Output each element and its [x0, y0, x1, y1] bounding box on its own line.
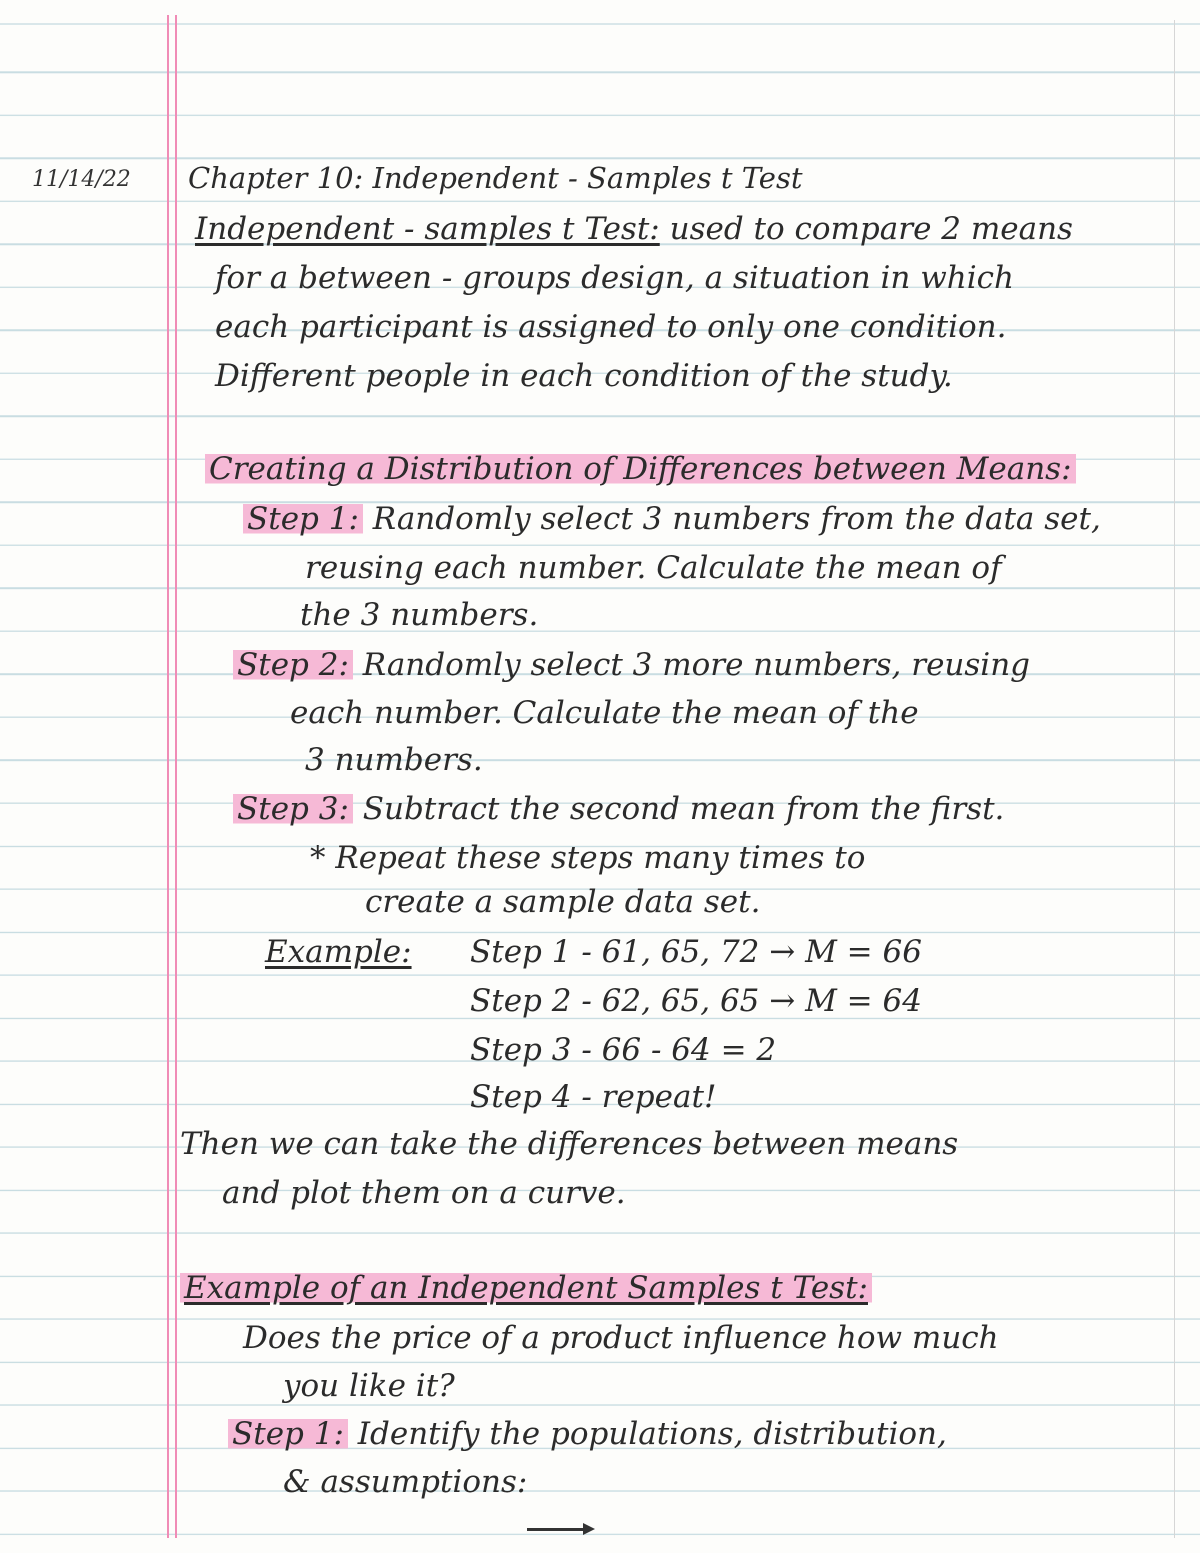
example-row: Step 2 - 62, 65, 65 → M = 64 [470, 983, 922, 1019]
example-row: Step 1 - 61, 65, 72 → M = 66 [470, 934, 922, 970]
definition-term: Independent - samples t Test: [195, 211, 660, 247]
step2-line-2: each number. Calculate the mean of the [290, 695, 919, 731]
example-label: Example: [265, 934, 412, 970]
distribution-heading-highlight: Creating a Distribution of Differences between Means: [205, 451, 1076, 487]
definition-line-1 [195, 209, 1073, 249]
arrow-icon [527, 1528, 585, 1531]
repeat-line-2: create a sample data set. [365, 884, 761, 920]
step2-text-1: Randomly select 3 more numbers, reusing [362, 647, 1031, 683]
step3-line-1 [233, 789, 1004, 829]
conclusion-line-1: Then we can take the differences between means [180, 1126, 959, 1162]
distribution-heading [205, 449, 1076, 489]
step1-text-1: Randomly select 3 numbers from the data set, [372, 501, 1101, 537]
definition-text-1: used to compare 2 means [669, 211, 1073, 247]
step3-text-1: Subtract the second mean from the first. [362, 791, 1005, 827]
identify-step-line-1 [228, 1414, 947, 1454]
definition-line-2: for a between - groups design, a situation in which [215, 260, 1014, 296]
step3-label: Step 3: [233, 791, 353, 827]
step2-label: Step 2: [233, 647, 353, 683]
identify-step-label: Step 1: [228, 1416, 348, 1452]
page-edge-line [1174, 20, 1175, 1538]
note-date: 11/14/22 [32, 167, 131, 192]
step1-line-2: reusing each number. Calculate the mean of [305, 550, 1002, 586]
step2-line-1 [233, 645, 1030, 685]
example-row: Step 4 - repeat! [470, 1079, 717, 1115]
independent-example-heading-highlight: Example of an Independent Samples t Test: [180, 1270, 872, 1306]
step1-line-1 [243, 499, 1101, 539]
example-row: Step 3 - 66 - 64 = 2 [470, 1032, 777, 1068]
chapter-title: Chapter 10: Independent - Samples t Test [188, 161, 803, 195]
identify-step-text-1: Identify the populations, distribution, [357, 1416, 947, 1452]
step1-line-3: the 3 numbers. [300, 597, 539, 633]
question-line-1: Does the price of a product influence how much [243, 1320, 999, 1356]
independent-example-heading [180, 1268, 872, 1308]
margin-line-left [167, 15, 169, 1538]
repeat-line-1: * Repeat these steps many times to [310, 840, 866, 876]
question-line-2: you like it? [283, 1368, 455, 1404]
step1-label: Step 1: [243, 501, 363, 537]
margin-line-right [175, 15, 177, 1538]
identify-step-line-2: & assumptions: [283, 1464, 528, 1500]
definition-line-4: Different people in each condition of the study. [215, 358, 953, 394]
definition-line-3: each participant is assigned to only one condition. [215, 309, 1007, 345]
conclusion-line-2: and plot them on a curve. [222, 1175, 626, 1211]
step2-line-3: 3 numbers. [305, 742, 483, 778]
